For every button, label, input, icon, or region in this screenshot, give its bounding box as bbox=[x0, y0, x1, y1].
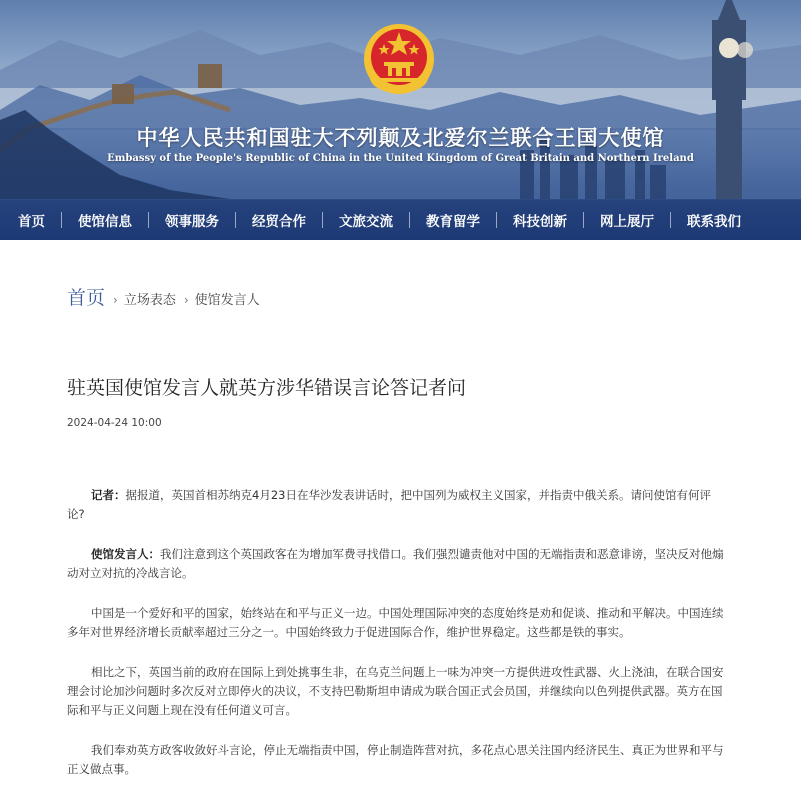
paragraph-text: 据报道，英国首相苏纳克4月23日在华沙发表讲话时，把中国列为威权主义国家，并指责中俄关系。请问使馆有何评论? bbox=[67, 488, 711, 521]
paragraph-text: 相比之下，英国当前的政府在国际上到处挑事生非，在乌克兰问题上一味为冲突一方提供进攻性武器、火上浇油，在联合国安理会讨论加沙问题时多次反对立即停火的决议，不支持巴勒斯坦申请成为联合国正式会员国，并继续向以色列提供武器。英方在国际和平与正义问题上现在没有任何道义可言。 bbox=[67, 665, 724, 717]
article-date: 2024-04-24 10:00 bbox=[67, 417, 162, 429]
article-paragraph bbox=[67, 545, 727, 583]
article-paragraph bbox=[67, 486, 727, 524]
nav-online-exhibition[interactable]: 网上展厅 bbox=[600, 213, 654, 230]
embassy-title-en: Embassy of the People's Republic of China in the United Kingdom of Great Britain and Northern Ireland bbox=[107, 153, 694, 164]
article-body bbox=[67, 486, 727, 800]
national-emblem-icon bbox=[362, 22, 436, 96]
nav-contact-us[interactable]: 联系我们 bbox=[687, 213, 741, 230]
paragraph-text: 中国是一个爱好和平的国家，始终站在和平与正义一边。中国处理国际冲突的态度始终是劝和促谈、推动和平解决。中国连续多年对世界经济增长贡献率超过三分之一。中国始终致力于促进国际合作，维护世界稳定。这些都是铁的事实。 bbox=[67, 606, 724, 639]
article-paragraph bbox=[67, 663, 727, 720]
breadcrumb bbox=[67, 283, 260, 310]
nav-home[interactable]: 首页 bbox=[18, 213, 45, 230]
breadcrumb-item-position[interactable]: 立场表态 bbox=[123, 293, 176, 308]
nav-embassy-info[interactable]: 使馆信息 bbox=[78, 213, 132, 230]
nav-culture-tourism[interactable]: 文旅交流 bbox=[339, 213, 393, 230]
article-title: 驻英国使馆发言人就英方涉华错误言论答记者问 bbox=[67, 377, 467, 399]
nav-consular-services[interactable]: 领事服务 bbox=[165, 213, 219, 230]
article-paragraph bbox=[67, 604, 727, 642]
breadcrumb-separator: › bbox=[113, 293, 118, 307]
nav-science-tech[interactable]: 科技创新 bbox=[513, 213, 567, 230]
site-header bbox=[0, 0, 801, 240]
nav-economic-trade[interactable]: 经贸合作 bbox=[252, 213, 306, 230]
breadcrumb-home[interactable]: 首页 bbox=[67, 287, 106, 309]
article-paragraph bbox=[67, 741, 727, 779]
main-nav bbox=[0, 199, 801, 240]
breadcrumb-item-spokesperson[interactable]: 使馆发言人 bbox=[194, 293, 260, 308]
embassy-title-cn: 中华人民共和国驻大不列颠及北爱尔兰联合王国大使馆 bbox=[136, 125, 665, 150]
breadcrumb-separator: › bbox=[183, 293, 189, 307]
paragraph-lead: 使馆发言人： bbox=[91, 547, 160, 561]
nav-education[interactable]: 教育留学 bbox=[426, 213, 480, 230]
paragraph-text: 我们注意到这个英国政客在为增加军费寻找借口。我们强烈谴责他对中国的无端指责和恶意诽谤，坚决反对他煽动对立对抗的冷战言论。 bbox=[67, 547, 724, 580]
paragraph-lead: 记者： bbox=[91, 488, 126, 502]
paragraph-text: 我们奉劝英方政客收敛好斗言论，停止无端指责中国，停止制造阵营对抗，多花点心思关注国内经济民生、真正为世界和平与正义做点事。 bbox=[67, 743, 724, 776]
